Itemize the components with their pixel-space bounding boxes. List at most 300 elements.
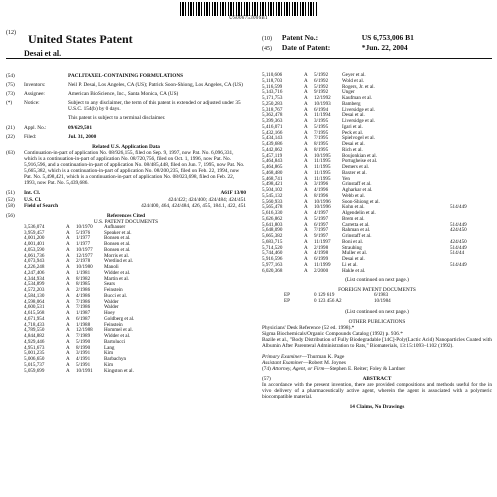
reference-cell: 4,073,943 (24, 258, 45, 265)
related-application-entry: (63) Continuation-in-part of application No. 08/926,155, filed on Sep. 9, 1997, now Pat. No. 6,096,331, which is a continuation-in-part of application No. 08/720,756, filed on Oct. 1, 1996, now Pat. No. 5,916,596, and a continuation-in-part of application No. 08/485,448, filed on Jun. 7, 1995, now Pat. No. 5,665,382, which is a continuation-in-part of application No. 08/200,235, filed on Feb. 22, 1994, now Pat. No. 5,498,421, which is a continuation-in-part of application No. 08/023,698, filed on Feb. 22, 1993, now Pat. No. 5,439,686. (6, 149, 245, 187)
reference-cell: 5,362,478 (262, 112, 283, 119)
inventor-short: Desai et al. (24, 49, 62, 58)
reference-cell: A (66, 344, 70, 351)
reference-cell: 4,001,200 (24, 235, 45, 242)
reference-cell: 4,061,736 (24, 252, 45, 259)
barcode (180, 2, 317, 16)
entry-code: (21) (6, 124, 15, 131)
reference-cell: 4/1996 (314, 187, 329, 193)
reference-cell: 5,714,520 (262, 244, 283, 251)
reference-cell: 5,143,716 (262, 89, 283, 96)
reference-cell: 10/1996 (314, 204, 331, 211)
reference-cell: 10/1980 (76, 264, 93, 271)
reference-cell: A (304, 198, 308, 205)
reference-cell: Kingston et al. (104, 367, 134, 374)
patent-date-label: Date of Patent: (281, 43, 331, 52)
claims-line: 14 Claims, No Drawings (349, 404, 405, 411)
reference-cell: 5,110,606 (262, 72, 283, 78)
reference-cell: 6,020,368 (262, 267, 283, 274)
reference-cell: 5,006,650 (24, 356, 45, 363)
reference-cell: A (304, 233, 308, 239)
reference-cell: 5,565,478 (262, 204, 283, 211)
reference-cell: A (66, 350, 70, 357)
reference-cell: 7/1997 (314, 227, 329, 234)
reference-cell: Walder (104, 298, 119, 305)
reference-cell: 4,615,568 (24, 310, 45, 317)
reference-cell: 11/1995 (314, 169, 331, 176)
reference-cell: A (66, 338, 70, 345)
entry-code: (75) (6, 82, 15, 89)
reference-cell: A (66, 275, 70, 282)
reference-cell: 10/1993 (314, 100, 331, 107)
reference-cell: 3/1991 (76, 350, 91, 357)
us-references-table-left (24, 225, 214, 375)
reference-cell: Walder (104, 304, 119, 311)
reference-cell: 5,116,599 (262, 83, 283, 90)
reference-cell: Grinstaff et al. (342, 233, 372, 239)
reference-cell: 6/1983 (374, 292, 389, 299)
reference-cell: 4,844,882 (24, 333, 45, 340)
abstract-heading: (57) ABSTRACT (262, 375, 392, 382)
reference-cell: Barbachyn (104, 356, 127, 363)
biblio-entry (6, 73, 246, 79)
other-publications (262, 325, 492, 349)
reference-cell: Rich et al. (342, 146, 363, 153)
reference-cell: A (304, 250, 308, 257)
entry-code (6, 115, 24, 121)
reference-cell: A (304, 169, 308, 176)
reference-cell: A (66, 361, 70, 368)
reference-cell: 4,600,531 (24, 304, 45, 311)
reference-cell: 5,560,933 (262, 198, 283, 205)
right-column (262, 73, 492, 410)
reference-cell: Liversidge et al. (342, 106, 375, 113)
reference-cell: Grinstaff et al. (342, 181, 372, 188)
reference-cell: 3/1995 (314, 118, 329, 124)
entry-label: Inventors: (24, 82, 46, 89)
patent-date-row: (45) Date of Patent: *Jun. 22, 2004 (262, 43, 408, 52)
entry-body: American BioScience, Inc., Santa Monica, CA (US) (68, 91, 179, 98)
reference-cell: A (304, 192, 308, 199)
reference-cell: 10/1991 (76, 367, 93, 374)
entry-label: Assignee: (24, 91, 45, 98)
entry-body: This patent is subject to a terminal disclaimer. (68, 115, 166, 122)
reference-cell: 6/1999 (314, 256, 329, 262)
reference-cell: 5,616,330 (262, 210, 283, 216)
reference-cell: 424/450 (450, 227, 467, 234)
reference-cell: 424/450 (450, 238, 467, 245)
reference-cell: 5,015,737 (24, 361, 45, 368)
entry-label (24, 73, 68, 79)
reference-cell: A (66, 292, 70, 299)
reference-cell: A (66, 287, 70, 294)
reference-cell: A (304, 215, 308, 222)
reference-cell: 7/1986 (76, 304, 91, 311)
reference-cell: A (66, 367, 70, 374)
reference-cell: Hoey (104, 310, 116, 317)
reference-cell: 5,641,803 (262, 221, 283, 228)
header-code: (12) (6, 30, 16, 36)
assistant-examiner: Assistant Examiner—Robert M. Joynes (262, 359, 346, 366)
entry-label: Appl. No.: (24, 124, 47, 131)
reference-cell: A (66, 310, 70, 317)
reference-cell: 4,671,954 (24, 315, 45, 322)
publication-item: Bazile et al., "Body Distribution of Fully Biodegradable [14C]-Poly(Lactic Acid) Nanoparticles Coated with Albumin After Parenteral Administration to Rats," Biomaterials, 13:15:1093–1102 (1992). (262, 337, 492, 350)
reference-cell: A (66, 252, 70, 259)
entry-code: (22) (6, 133, 15, 140)
reference-cell: 4,534,899 (24, 281, 45, 288)
reference-cell: 4,598,064 (24, 298, 45, 305)
patent-number: US 6,753,006 B1 (361, 33, 414, 42)
entry-body: Subject to any disclaimer, the term of this patent is extended or adjusted under 35 U.S.C. 154(b) by 0 days. (68, 100, 241, 113)
reference-cell: 2/2000 (314, 267, 329, 274)
reference-cell: Hommel et al. (104, 327, 133, 334)
reference-cell: 3,959,457 (24, 229, 45, 236)
reference-cell: A (304, 267, 308, 274)
reference-cell: A (66, 223, 70, 230)
reference-cell: A (304, 158, 308, 165)
continued-note: (List continued on next page.) (345, 277, 409, 284)
reference-cell: 5/1997 (314, 215, 329, 222)
reference-cell: A (304, 210, 308, 216)
reference-cell: A (66, 281, 70, 288)
entry-label: Notice: (24, 100, 40, 107)
reference-cell: 5,399,363 (262, 118, 283, 124)
reference-cell: Desai et al. (342, 141, 365, 147)
field-of-search-entry: (58) Field of Search 424/400, 464, 424/484, 426, 455, 184.1, 422, 451 (6, 202, 246, 209)
reference-cell: 4,951,673 (24, 344, 45, 351)
reference-cell: A (66, 241, 70, 248)
reference-cell: Bonsen et al. (104, 235, 131, 242)
entry-label: Filed: (24, 133, 37, 140)
reference-cell: 4,718,433 (24, 321, 45, 328)
reference-cell: A (304, 227, 308, 234)
reference-cell: 3/1996 (314, 181, 329, 188)
reference-cell: 2/1998 (314, 244, 329, 251)
reference-cell: A (66, 269, 70, 276)
reference-cell: 4,584,130 (24, 292, 45, 299)
reference-cell: 4,247,406 (24, 269, 45, 276)
reference-cell: Feinstein (104, 287, 123, 294)
reference-cell: Webb et al. (342, 192, 365, 199)
reference-cell: A (304, 89, 308, 96)
reference-cell: 1/1988 (76, 321, 91, 328)
reference-cell: Widder et al. (104, 269, 131, 276)
reference-cell: 10/1995 (314, 152, 331, 159)
reference-cell: A (304, 123, 308, 130)
reference-cell: A (66, 235, 70, 242)
reference-cell: Portugheise et al. (342, 158, 378, 165)
continued-note-2: (List continued on next page.) (345, 308, 409, 315)
biblio-entry (6, 115, 246, 121)
reference-cell: Desai et al. (342, 256, 365, 262)
reference-cell: Unger (342, 89, 355, 96)
biblio-entry (6, 91, 246, 97)
reference-cell: A (304, 204, 308, 211)
reference-cell: Morris et al. (104, 252, 130, 259)
header-rule (6, 58, 492, 59)
reference-cell: 12/1977 (76, 252, 93, 259)
reference-cell: A (304, 118, 308, 124)
publication-item: Sigma Biochemicals/Organic Compounds Catalog (1992) p. 936.* (262, 331, 403, 338)
reference-cell: Kim (104, 350, 114, 357)
reference-cell: 5,318,767 (262, 106, 283, 113)
reference-cell: Bonsen et al. (104, 246, 131, 253)
entry-code: (73) (6, 91, 15, 98)
reference-cell: Igari et al. (342, 123, 363, 130)
reference-cell: A (304, 100, 308, 107)
reference-cell: 7/1989 (76, 333, 91, 340)
reference-cell: A (304, 83, 308, 90)
reference-cell: Boujonkian et al. (342, 152, 377, 159)
reference-cell: Bamberg (342, 100, 361, 107)
reference-cell: A (304, 77, 308, 84)
reference-cell: 514/44 (450, 250, 465, 257)
reference-cell: EP (284, 292, 290, 299)
barcode-number: US006753006B1 (229, 16, 268, 21)
reference-cell: 4,053,590 (24, 246, 45, 253)
reference-cell: A (304, 106, 308, 113)
patent-date: *Jun. 22, 2004 (361, 43, 408, 52)
reference-cell: A (304, 95, 308, 101)
reference-cell: 5,059,699 (24, 367, 45, 374)
reference-cell: 8/1990 (76, 344, 91, 351)
reference-cell: Bartolucci (104, 338, 126, 345)
entry-code: (54) (6, 73, 15, 79)
reference-cell: Agharkar et al. (342, 187, 373, 193)
reference-cell: 10/1977 (76, 246, 93, 253)
reference-cell: Wold et al. (342, 77, 365, 84)
reference-cell: A (66, 315, 70, 322)
reference-cell: Liversidge et al. (342, 118, 375, 124)
reference-cell: Desai et al. (342, 112, 365, 119)
patent-number-row: (10) Patent No.: US 6,753,006 B1 (262, 33, 414, 42)
reference-cell: A (66, 356, 70, 363)
reference-cell: 11/1995 (314, 164, 331, 170)
reference-cell: Yen (342, 175, 350, 182)
reference-cell: 5,001,235 (24, 350, 45, 357)
us-cl-entry: (52) U.S. Cl. 424/422; 424/400; 424/484; 424/451 (6, 196, 246, 203)
reference-cell: 1/1977 (76, 241, 91, 248)
reference-cell: 11/1994 (314, 112, 331, 119)
reference-cell: Spielvogel et al. (342, 135, 375, 142)
reference-cell: Manoli (104, 264, 119, 271)
reference-cell: Kaufman et al. (342, 95, 373, 101)
reference-cell: A (66, 333, 70, 340)
reference-cell: 8/1996 (314, 192, 329, 199)
reference-cell: 5/1976 (76, 229, 91, 236)
reference-cell: 5,434,143 (262, 135, 283, 142)
reference-cell: 1/1981 (76, 269, 91, 276)
reference-cell: Peck et al. (342, 129, 364, 136)
reference-cell: A (66, 304, 70, 311)
patent-number-label: Patent No.: (281, 33, 319, 42)
reference-cell: Brem et al. (342, 215, 365, 222)
reference-cell: 11/1995 (314, 158, 331, 165)
reference-cell: 7/1995 (314, 129, 329, 136)
reference-cell: Wretlind et al. (104, 258, 134, 265)
reference-cell: 514/449 (450, 261, 467, 268)
reference-cell: Goldberg et al. (104, 315, 135, 322)
reference-cell: Widder et al. (104, 333, 131, 340)
reference-cell: 5,744,460 (262, 250, 283, 257)
reference-cell: 6/1997 (314, 221, 329, 228)
reference-cell: Kohn et al. (342, 204, 365, 211)
reference-cell: 6/1992 (314, 77, 329, 84)
reference-cell: 4,344,934 (24, 275, 45, 282)
reference-cell: A (304, 221, 308, 228)
reference-cell: Boni et al. (342, 238, 364, 245)
reference-cell: 0 129 619 (314, 292, 335, 299)
reference-cell: 5,977,163 (262, 261, 283, 268)
foreign-references-table (284, 293, 404, 305)
reference-cell: A (66, 264, 70, 271)
reference-cell: 4/1986 (76, 292, 91, 299)
reference-cell: A (304, 238, 308, 245)
reference-cell: Bonsen et al. (104, 241, 131, 248)
reference-cell: 5,683,715 (262, 238, 283, 245)
reference-cell: 5,665,382 (262, 233, 283, 239)
reference-cell: Hakle et al. (342, 267, 366, 274)
reference-cell: 7/1986 (76, 298, 91, 305)
reference-cell: 8/1995 (314, 146, 329, 153)
reference-cell: A (304, 244, 308, 251)
reference-cell: 12/1992 (314, 95, 331, 101)
reference-cell: 8/1982 (76, 275, 91, 282)
reference-cell: Demers et al. (342, 164, 370, 170)
reference-row (24, 369, 214, 375)
reference-cell: 5,464,843 (262, 158, 283, 165)
int-cl-entry: (51) Int. Cl. A61F 13/00 (6, 190, 246, 197)
reference-cell: 5,498,421 (262, 181, 283, 188)
reference-cell: 11/1999 (314, 261, 331, 268)
reference-cell: A (304, 187, 308, 193)
entry-body: PACLITAXEL-CONTAINING FORMULATIONS (68, 73, 184, 79)
reference-cell: Rahman et al. (342, 227, 371, 234)
us-patent-docs-title: U.S. PATENT DOCUMENTS (93, 218, 159, 225)
biblio-entry (6, 134, 246, 140)
reference-cell: A (304, 146, 308, 153)
reference-cell: 6/1987 (76, 315, 91, 322)
reference-cell: 5,504,102 (262, 187, 283, 193)
reference-cell: A (66, 321, 70, 328)
reference-cell: A (304, 135, 308, 142)
reference-cell: 5/1992 (314, 72, 329, 78)
reference-cell: EP (284, 298, 290, 305)
entry-code: (*) (6, 100, 13, 107)
reference-cell: 5,545,132 (262, 192, 283, 199)
reference-cell: A (304, 112, 308, 119)
reference-cell: Rogers, Jr. et al. (342, 83, 375, 90)
reference-cell: 5,432,166 (262, 129, 283, 136)
bibliographic-entries (6, 73, 246, 140)
reference-cell: 5,468,741 (262, 175, 283, 182)
entry-body: 09/629,501 (68, 124, 92, 131)
reference-cell: 10/1984 (374, 298, 391, 305)
reference-cell: 4,929,446 (24, 338, 45, 345)
reference-cell: 10/1970 (76, 223, 93, 230)
reference-cell: Martin et al. (104, 275, 130, 282)
reference-cell: 514/449 (450, 244, 467, 251)
reference-cell: A (66, 258, 70, 265)
reference-cell: A (66, 327, 70, 334)
reference-cell: 5,250,283 (262, 100, 283, 107)
reference-cell: 4/1998 (314, 250, 329, 257)
reference-cell: 6/1994 (314, 106, 329, 113)
reference-cell: 514/449 (450, 221, 467, 228)
patent-header-left (6, 30, 246, 58)
entry-body: Jul. 31, 2000 (68, 133, 97, 140)
reference-cell: A (304, 261, 308, 268)
related-data-title: Related U.S. Application Data (92, 143, 160, 150)
other-pubs-title: OTHER PUBLICATIONS (348, 319, 406, 326)
reference-cell: Straubing (342, 244, 362, 251)
reference-cell: A (66, 298, 70, 305)
reference-cell: 514/449 (450, 204, 467, 211)
reference-cell: A (304, 152, 308, 159)
foreign-docs-title: FOREIGN PATENT DOCUMENTS (338, 287, 416, 294)
reference-cell: 5,648,090 (262, 227, 283, 234)
reference-row (262, 269, 484, 275)
attorney: (74) Attorney, Agent, or Firm—Stephen E. Reiter; Foley & Lardner (262, 365, 406, 372)
primary-examiner: Primary Examiner—Thurman K. Page (262, 353, 345, 360)
publication-item: Physicians' Desk Reference (52 ed. 1998).* (262, 325, 355, 332)
abstract-text: In accordance with the present invention, there are provided compositions and methods useful for the in vivo delivery of a pharmaceutically active agent, wherein the agent is associated with a polymeric biocompatible material. (262, 381, 492, 401)
reference-cell: A (304, 72, 308, 78)
reference-cell: A (304, 175, 308, 182)
reference-cell: 5,171,753 (262, 95, 283, 101)
reference-cell: 5/1990 (76, 338, 91, 345)
biblio-entry (6, 82, 246, 88)
reference-cell: Muller et al. (342, 250, 368, 257)
reference-cell: 1/1977 (76, 235, 91, 242)
reference-cell: Sears (104, 281, 116, 288)
us-references-table-right (262, 73, 484, 274)
reference-cell: 8/1995 (314, 141, 329, 147)
reference-cell: 4,226,248 (24, 264, 45, 271)
reference-cell: 5,439,686 (262, 141, 283, 147)
reference-cell: 3,536,074 (24, 223, 45, 230)
reference-cell: Lang (104, 344, 115, 351)
reference-cell: 0 123 456 A2 (314, 298, 342, 305)
reference-cell: Soon-Shiong et al. (342, 198, 380, 205)
reference-cell: 5,464,865 (262, 164, 283, 170)
reference-cell: A (66, 229, 70, 236)
reference-cell: A (304, 164, 308, 170)
reference-cell: A (304, 129, 308, 136)
reference-cell: 8/1985 (76, 281, 91, 288)
reference-cell: Carretta et al. (342, 221, 370, 228)
reference-cell: 5,416,071 (262, 123, 283, 130)
reference-cell: 4/1997 (314, 210, 329, 216)
reference-cell: 12/1988 (76, 327, 93, 334)
entry-body: Neil P. Desai, Los Angeles, CA (US); Patrick Soon-Shiong, Los Angeles, CA (US) (68, 82, 243, 89)
left-column (6, 73, 246, 374)
reference-cell: Aufhauser (104, 223, 126, 230)
reference-cell: Geyer et al. (342, 72, 366, 78)
biblio-entry (6, 100, 246, 112)
reference-cell: Kim (104, 361, 114, 368)
reference-cell: 11/1995 (314, 175, 331, 182)
reference-cell: 2/1978 (76, 258, 91, 265)
reference-cell: 4,789,550 (24, 327, 45, 334)
references-cited-heading: (56) References Cited (6, 212, 146, 219)
reference-cell: 7/1995 (314, 135, 329, 142)
reference-cell: 5/1992 (314, 83, 329, 90)
reference-cell: 9/1992 (314, 89, 329, 96)
reference-cell: 5,457,119 (262, 152, 283, 159)
reference-cell: 9/1997 (314, 233, 329, 239)
